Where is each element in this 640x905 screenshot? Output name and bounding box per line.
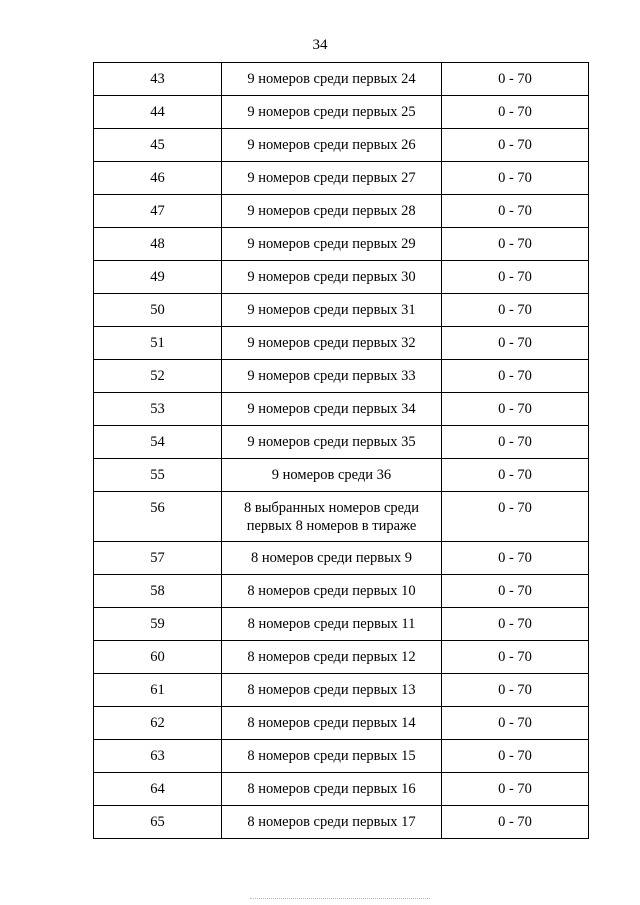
row-number-cell: 44	[94, 96, 222, 129]
table-row	[94, 674, 589, 707]
row-range-cell: 0 - 70	[442, 674, 589, 707]
row-description-cell: 8 номеров среди первых 11	[222, 608, 442, 641]
row-range-cell: 0 - 70	[442, 608, 589, 641]
row-range-cell: 0 - 70	[442, 360, 589, 393]
row-description-cell: 9 номеров среди первых 33	[222, 360, 442, 393]
table-row	[94, 608, 589, 641]
table-body	[94, 63, 589, 839]
table-row	[94, 261, 589, 294]
table-row	[94, 195, 589, 228]
table-row	[94, 641, 589, 674]
row-number-cell: 58	[94, 575, 222, 608]
table-row	[94, 459, 589, 492]
table-row	[94, 228, 589, 261]
row-number-cell: 65	[94, 806, 222, 839]
row-number-cell: 56	[94, 492, 222, 542]
row-number-cell: 55	[94, 459, 222, 492]
table-row	[94, 426, 589, 459]
row-description-cell: 9 номеров среди первых 35	[222, 426, 442, 459]
row-range-cell: 0 - 70	[442, 294, 589, 327]
row-range-cell: 0 - 70	[442, 773, 589, 806]
table-row	[94, 740, 589, 773]
row-number-cell: 52	[94, 360, 222, 393]
row-description-cell: 8 номеров среди первых 14	[222, 707, 442, 740]
row-range-cell: 0 - 70	[442, 542, 589, 575]
row-description-cell: 9 номеров среди первых 24	[222, 63, 442, 96]
table-row	[94, 129, 589, 162]
row-range-cell: 0 - 70	[442, 707, 589, 740]
row-range-cell: 0 - 70	[442, 393, 589, 426]
table-row	[94, 492, 589, 542]
row-range-cell: 0 - 70	[442, 492, 589, 542]
page-number: 34	[312, 37, 328, 53]
table-row	[94, 63, 589, 96]
table-row	[94, 327, 589, 360]
row-description-cell: 8 номеров среди первых 15	[222, 740, 442, 773]
row-range-cell: 0 - 70	[442, 228, 589, 261]
table-row	[94, 393, 589, 426]
row-description-cell: 9 номеров среди первых 27	[222, 162, 442, 195]
row-description-cell: 9 номеров среди 36	[222, 459, 442, 492]
row-description-cell: 8 номеров среди первых 16	[222, 773, 442, 806]
row-range-cell: 0 - 70	[442, 63, 589, 96]
row-number-cell: 53	[94, 393, 222, 426]
row-description-cell: 9 номеров среди первых 34	[222, 393, 442, 426]
row-description-cell: 9 номеров среди первых 25	[222, 96, 442, 129]
row-range-cell: 0 - 70	[442, 327, 589, 360]
row-number-cell: 45	[94, 129, 222, 162]
row-range-cell: 0 - 70	[442, 575, 589, 608]
row-number-cell: 63	[94, 740, 222, 773]
row-number-cell: 64	[94, 773, 222, 806]
table-row	[94, 575, 589, 608]
row-range-cell: 0 - 70	[442, 261, 589, 294]
row-description-cell: 9 номеров среди первых 26	[222, 129, 442, 162]
row-number-cell: 50	[94, 294, 222, 327]
table-row	[94, 360, 589, 393]
table-row	[94, 773, 589, 806]
table-row	[94, 707, 589, 740]
table-row	[94, 542, 589, 575]
row-range-cell: 0 - 70	[442, 195, 589, 228]
row-description-cell: 9 номеров среди первых 31	[222, 294, 442, 327]
row-description-cell: 9 номеров среди первых 32	[222, 327, 442, 360]
table-row	[94, 96, 589, 129]
row-number-cell: 48	[94, 228, 222, 261]
row-description-cell: 8 номеров среди первых 10	[222, 575, 442, 608]
row-number-cell: 49	[94, 261, 222, 294]
row-range-cell: 0 - 70	[442, 162, 589, 195]
row-number-cell: 43	[94, 63, 222, 96]
scan-edge-divider	[250, 898, 430, 899]
table-row	[94, 294, 589, 327]
table-row	[94, 162, 589, 195]
row-range-cell: 0 - 70	[442, 806, 589, 839]
row-number-cell: 61	[94, 674, 222, 707]
table-row	[94, 806, 589, 839]
row-description-cell: 8 номеров среди первых 12	[222, 641, 442, 674]
row-number-cell: 46	[94, 162, 222, 195]
row-description-cell: 9 номеров среди первых 30	[222, 261, 442, 294]
row-description-cell: 9 номеров среди первых 28	[222, 195, 442, 228]
row-range-cell: 0 - 70	[442, 96, 589, 129]
row-range-cell: 0 - 70	[442, 459, 589, 492]
row-number-cell: 51	[94, 327, 222, 360]
row-number-cell: 59	[94, 608, 222, 641]
row-number-cell: 54	[94, 426, 222, 459]
row-number-cell: 57	[94, 542, 222, 575]
row-range-cell: 0 - 70	[442, 129, 589, 162]
row-description-cell: 8 номеров среди первых 9	[222, 542, 442, 575]
row-description-cell: 8 номеров среди первых 17	[222, 806, 442, 839]
row-description-cell: 8 выбранных номеров среди первых 8 номеров в тираже	[222, 492, 442, 542]
row-number-cell: 60	[94, 641, 222, 674]
row-range-cell: 0 - 70	[442, 426, 589, 459]
row-number-cell: 62	[94, 707, 222, 740]
row-range-cell: 0 - 70	[442, 740, 589, 773]
row-description-cell: 9 номеров среди первых 29	[222, 228, 442, 261]
document-table	[93, 62, 589, 839]
row-range-cell: 0 - 70	[442, 641, 589, 674]
row-number-cell: 47	[94, 195, 222, 228]
row-description-cell: 8 номеров среди первых 13	[222, 674, 442, 707]
